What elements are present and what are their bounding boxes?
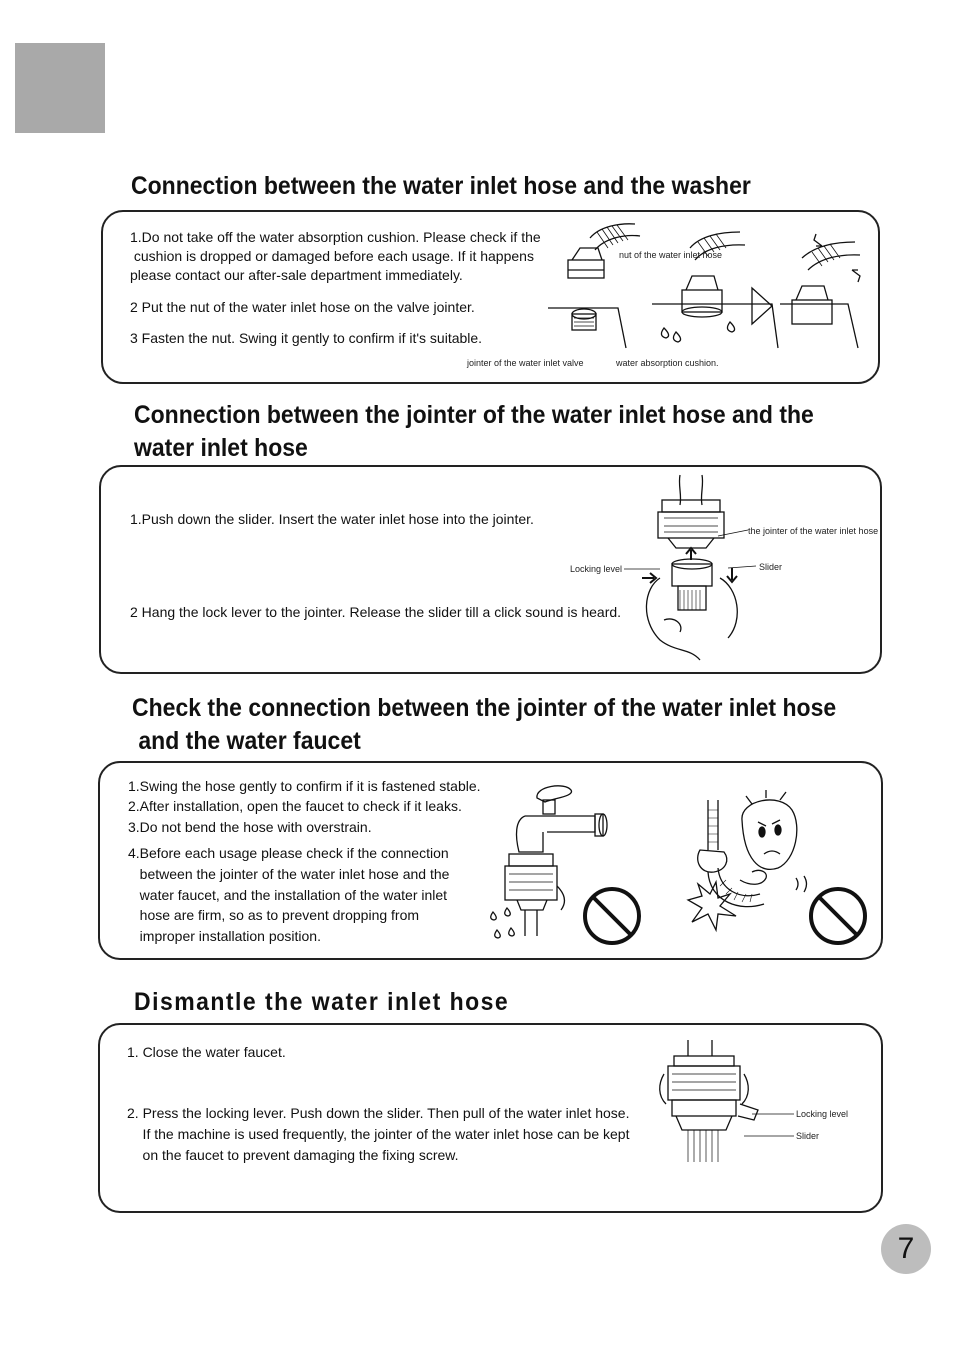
section1-step1-line1: 1.Do not take off the water absorption cushion. Please check if the	[130, 229, 541, 245]
section2-step2: 2 Hang the lock lever to the jointer. Release the slider till a click sound is heard.	[130, 604, 622, 620]
section3-step4-line5: improper installation position.	[128, 928, 321, 944]
page-number-badge	[881, 1224, 931, 1274]
label-nut-of-hose: nut of the water inlet hose	[619, 250, 723, 260]
label-jointer-of-hose: the jointer of the water inlet hose	[748, 526, 879, 536]
section4-step2-line2: If the machine is used frequently, the jointer of the water inlet hose can be kept	[127, 1126, 630, 1142]
section3-step4-line3: water faucet, and the installation of the water inlet	[128, 887, 448, 903]
section3-title-line2: and the water faucet	[132, 727, 361, 755]
label-jointer-of-valve: jointer of the water inlet valve	[467, 358, 584, 368]
jointer-slider-illustration	[620, 470, 770, 670]
section3-step2: 2.After installation, open the faucet to check if it leaks.	[128, 798, 462, 814]
label-slider-2: Slider	[796, 1131, 820, 1141]
section1-title: Connection between the water inlet hose and the washer	[131, 172, 751, 200]
section4-step2-line1: 2. Press the locking lever. Push down the slider. Then pull of the water inlet hose.	[127, 1105, 630, 1121]
section3-step3: 3.Do not bend the hose with overstrain.	[128, 819, 372, 835]
label-slider: Slider	[759, 562, 783, 572]
corner-tab-block	[15, 43, 105, 133]
dismantle-jointer-illustration	[658, 1034, 808, 1166]
section4-step1: 1. Close the water faucet.	[127, 1044, 286, 1060]
section4-title: Dismantle the water inlet hose	[134, 988, 510, 1016]
section3-step4-line1: 4.Before each usage please check if the connection	[128, 845, 449, 861]
section3-step4-line4: hose are firm, so as to prevent dropping from	[128, 907, 420, 923]
label-locking-level: Locking level	[570, 564, 623, 574]
section2-title-line2: water inlet hose	[134, 434, 308, 462]
page-number: 7	[897, 1232, 915, 1265]
section4-step2-line3: on the faucet to prevent damaging the fixing screw.	[127, 1147, 459, 1163]
faucet-leak-illustration	[485, 776, 645, 948]
bent-hose-illustration	[680, 790, 870, 948]
section1-step1-line2: cushion is dropped or damaged before each usage. If it happens	[130, 248, 534, 264]
section1-step1-line3: please contact our after-sale department immediately.	[130, 267, 463, 283]
section2-title-line1: Connection between the jointer of the water inlet hose and the	[134, 401, 814, 429]
section3-step1: 1.Swing the hose gently to confirm if it is fastened stable.	[128, 778, 481, 794]
label-locking-level-2: Locking level	[796, 1109, 849, 1119]
section3-step4-line2: between the jointer of the water inlet hose and the	[128, 866, 450, 882]
label-absorption-cushion: water absorption cushion.	[616, 358, 719, 368]
section1-step2: 2 Put the nut of the water inlet hose on the valve jointer.	[130, 299, 475, 315]
section2-step1: 1.Push down the slider. Insert the water inlet hose into the jointer.	[130, 511, 534, 527]
hose-nut-illustration	[540, 218, 870, 358]
section3-title-line1: Check the connection between the jointer of the water inlet hose	[132, 694, 837, 722]
section1-step3: 3 Fasten the nut. Swing it gently to confirm if it's suitable.	[130, 330, 483, 346]
